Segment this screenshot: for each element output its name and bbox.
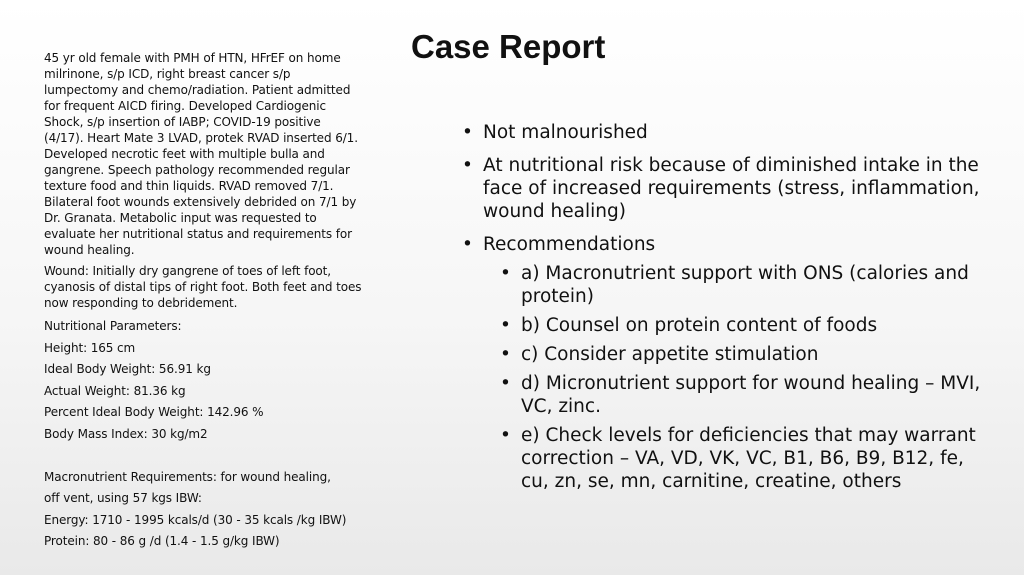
patient-history-paragraph: 45 yr old female with PMH of HTN, HFrEF on home milrinone, s/p ICD, right breast cancer s/p lumpectomy and chemo/radiation. Patient admitted for frequent AICD firing. Developed Cardiogenic Shock, s/p insertion of IABP; COVID-19 positive (4/17). Heart Mate 3 LVAD, protek RVAD inserted 6/1. Developed necrotic feet with multiple bulla and gangrene. Speech pathology recommended regular texture food and thin liquids. RVAD removed 7/1. Bilateral foot wounds extensively debrided on 7/1 by Dr. Granata. Metabolic input was requested to evaluate her nutritional status and requirements for wound healing. <box>44 51 358 257</box>
energy-requirement: Energy: 1710 - 1995 kcals/d (30 - 35 kcals /kg IBW) <box>44 512 347 527</box>
recommendations-list <box>483 262 982 493</box>
bullet-icon: • <box>500 425 511 446</box>
list-item <box>462 233 982 493</box>
macronutrient-requirements-line-2: off vent, using 57 kgs IBW: <box>44 491 202 505</box>
recommendations-heading: Recommendations <box>483 234 656 255</box>
bullet-icon: • <box>500 344 511 365</box>
recommendation-c: c) Consider appetite stimulation <box>521 344 819 365</box>
not-malnourished-text: Not malnourished <box>483 122 648 143</box>
parameter-height: Height: 165 cm <box>44 340 136 355</box>
list-item <box>500 424 982 493</box>
bullet-icon: • <box>500 315 511 336</box>
case-history-column <box>44 50 362 553</box>
wound-description-paragraph: Wound: Initially dry gangrene of toes of left foot, cyanosis of distal tips of right foot. Both feet and toes now responding to debridement. <box>44 264 362 310</box>
blank-line <box>44 445 362 467</box>
parameter-actual-weight: Actual Weight: 81.36 kg <box>44 383 186 398</box>
bullet-icon: • <box>500 373 511 394</box>
recommendation-a: a) Macronutrient support with ONS (calories and protein) <box>521 263 969 307</box>
parameter-body-mass-index: Body Mass Index: 30 kg/m2 <box>44 426 208 441</box>
recommendation-e: e) Check levels for deficiencies that may warrant correction – VA, VD, VK, VC, B1, B6, B9, B12, fe, cu, zn, se, mn, carnitine, creatine, others <box>521 425 976 492</box>
list-item <box>500 314 982 337</box>
list-item <box>462 154 982 223</box>
nutritional-parameters-heading: Nutritional Parameters: <box>44 319 182 333</box>
bullet-icon: • <box>462 122 473 143</box>
list-item <box>462 121 982 144</box>
macronutrient-requirements-line-1: Macronutrient Requirements: for wound healing, <box>44 469 331 484</box>
list-item <box>500 262 982 308</box>
bullet-icon: • <box>462 155 473 176</box>
parameter-ideal-body-weight: Ideal Body Weight: 56.91 kg <box>44 362 211 376</box>
recommendation-d: d) Micronutrient support for wound healing – MVI, VC, zinc. <box>521 373 981 417</box>
assessment-column <box>462 121 982 503</box>
list-item <box>500 372 982 418</box>
slide-title: Case Report <box>411 28 606 65</box>
list-item <box>500 343 982 366</box>
bullet-icon: • <box>462 234 473 255</box>
bullet-icon: • <box>500 263 511 284</box>
parameter-percent-ideal-body-weight: Percent Ideal Body Weight: 142.96 % <box>44 405 264 419</box>
nutritional-risk-text: At nutritional risk because of diminished intake in the face of increased requirements (stress, inflammation, wound healing) <box>483 155 980 222</box>
protein-requirement: Protein: 80 - 86 g /d (1.4 - 1.5 g/kg IBW) <box>44 534 280 548</box>
assessment-list <box>462 121 982 493</box>
recommendation-b: b) Counsel on protein content of foods <box>521 315 878 336</box>
